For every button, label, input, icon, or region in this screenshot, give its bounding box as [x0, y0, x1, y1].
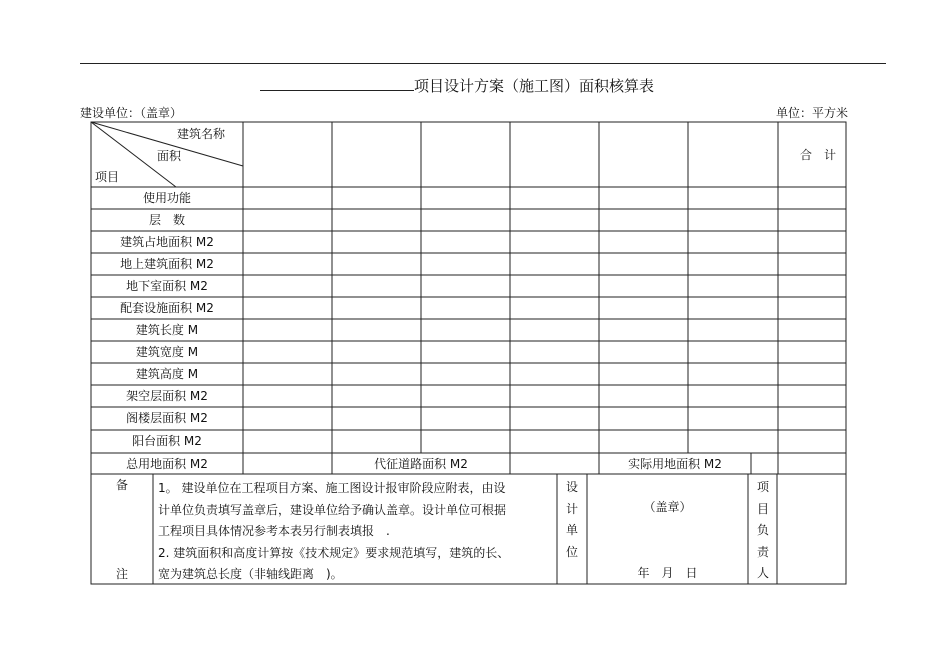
row-label-stilt-floor: 架空层面积 M2 [126, 389, 208, 403]
project-lead-char: 项 [756, 480, 769, 494]
header-item: 项目 [95, 170, 120, 184]
project-lead-label [756, 477, 770, 585]
row-label-attic: 阁楼层面积 M2 [126, 411, 208, 425]
design-unit-char: 设 [565, 480, 578, 494]
row-label-above-ground: 地上建筑面积 M2 [120, 257, 214, 271]
note-line: 宽为建筑总长度（非轴线距离 )。 [158, 567, 343, 581]
note-line: 计单位负责填写盖章后，建设单位给予确认盖章。设计单位可根据 [158, 502, 507, 517]
summary-total-land: 总用地面积 M2 [126, 457, 208, 471]
design-unit-char: 位 [565, 544, 578, 559]
project-lead-char: 负 [756, 523, 769, 537]
row-label-balcony: 阳台面积 M2 [132, 434, 202, 448]
note-line: 1。 建设单位在工程项目方案、施工图设计报审阶段应附表，由设 [158, 481, 506, 495]
row-label-width: 建筑宽度 M [135, 345, 199, 359]
note-line: 工程项目具体情况参考本表另行制表填报 . [158, 524, 390, 538]
row-label-floors: 层 数 [148, 213, 185, 227]
project-lead-char: 人 [756, 566, 769, 580]
title-text: 项目设计方案（施工图）面积核算表 [414, 77, 655, 95]
remarks-notes [158, 478, 558, 586]
row-label-length: 建筑长度 M [135, 323, 199, 337]
unit-label: 单位：平方米 [776, 106, 849, 120]
header-total: 合 计 [800, 148, 837, 162]
design-unit-date: 年 月 日 [637, 566, 698, 580]
row-label-function: 使用功能 [142, 191, 191, 205]
project-lead-char: 目 [756, 501, 769, 516]
row-label-footprint: 建筑占地面积 M2 [120, 235, 214, 249]
design-unit-char: 单 [565, 523, 578, 537]
design-unit-label [565, 477, 579, 563]
builder-label: 建设单位：（盖章） [80, 106, 183, 120]
header-building-name: 建筑名称 [177, 127, 226, 141]
remarks-label-top: 备 [115, 478, 128, 492]
row-label-facilities: 配套设施面积 M2 [120, 301, 214, 315]
design-unit-char: 计 [565, 501, 578, 516]
summary-actual-land: 实际用地面积 M2 [628, 457, 722, 471]
row-label-basement: 地下室面积 M2 [126, 279, 208, 293]
note-line: 2. 建筑面积和高度计算按《技术规定》要求规范填写，建筑的长、 [158, 545, 510, 560]
design-unit-seal: （盖章） [643, 500, 692, 514]
project-lead-char: 责 [756, 544, 769, 559]
summary-road-land: 代征道路面积 M2 [374, 457, 468, 471]
row-label-height: 建筑高度 M [135, 367, 199, 381]
header-area: 面积 [157, 149, 182, 163]
remarks-label-bottom: 注 [115, 567, 128, 581]
